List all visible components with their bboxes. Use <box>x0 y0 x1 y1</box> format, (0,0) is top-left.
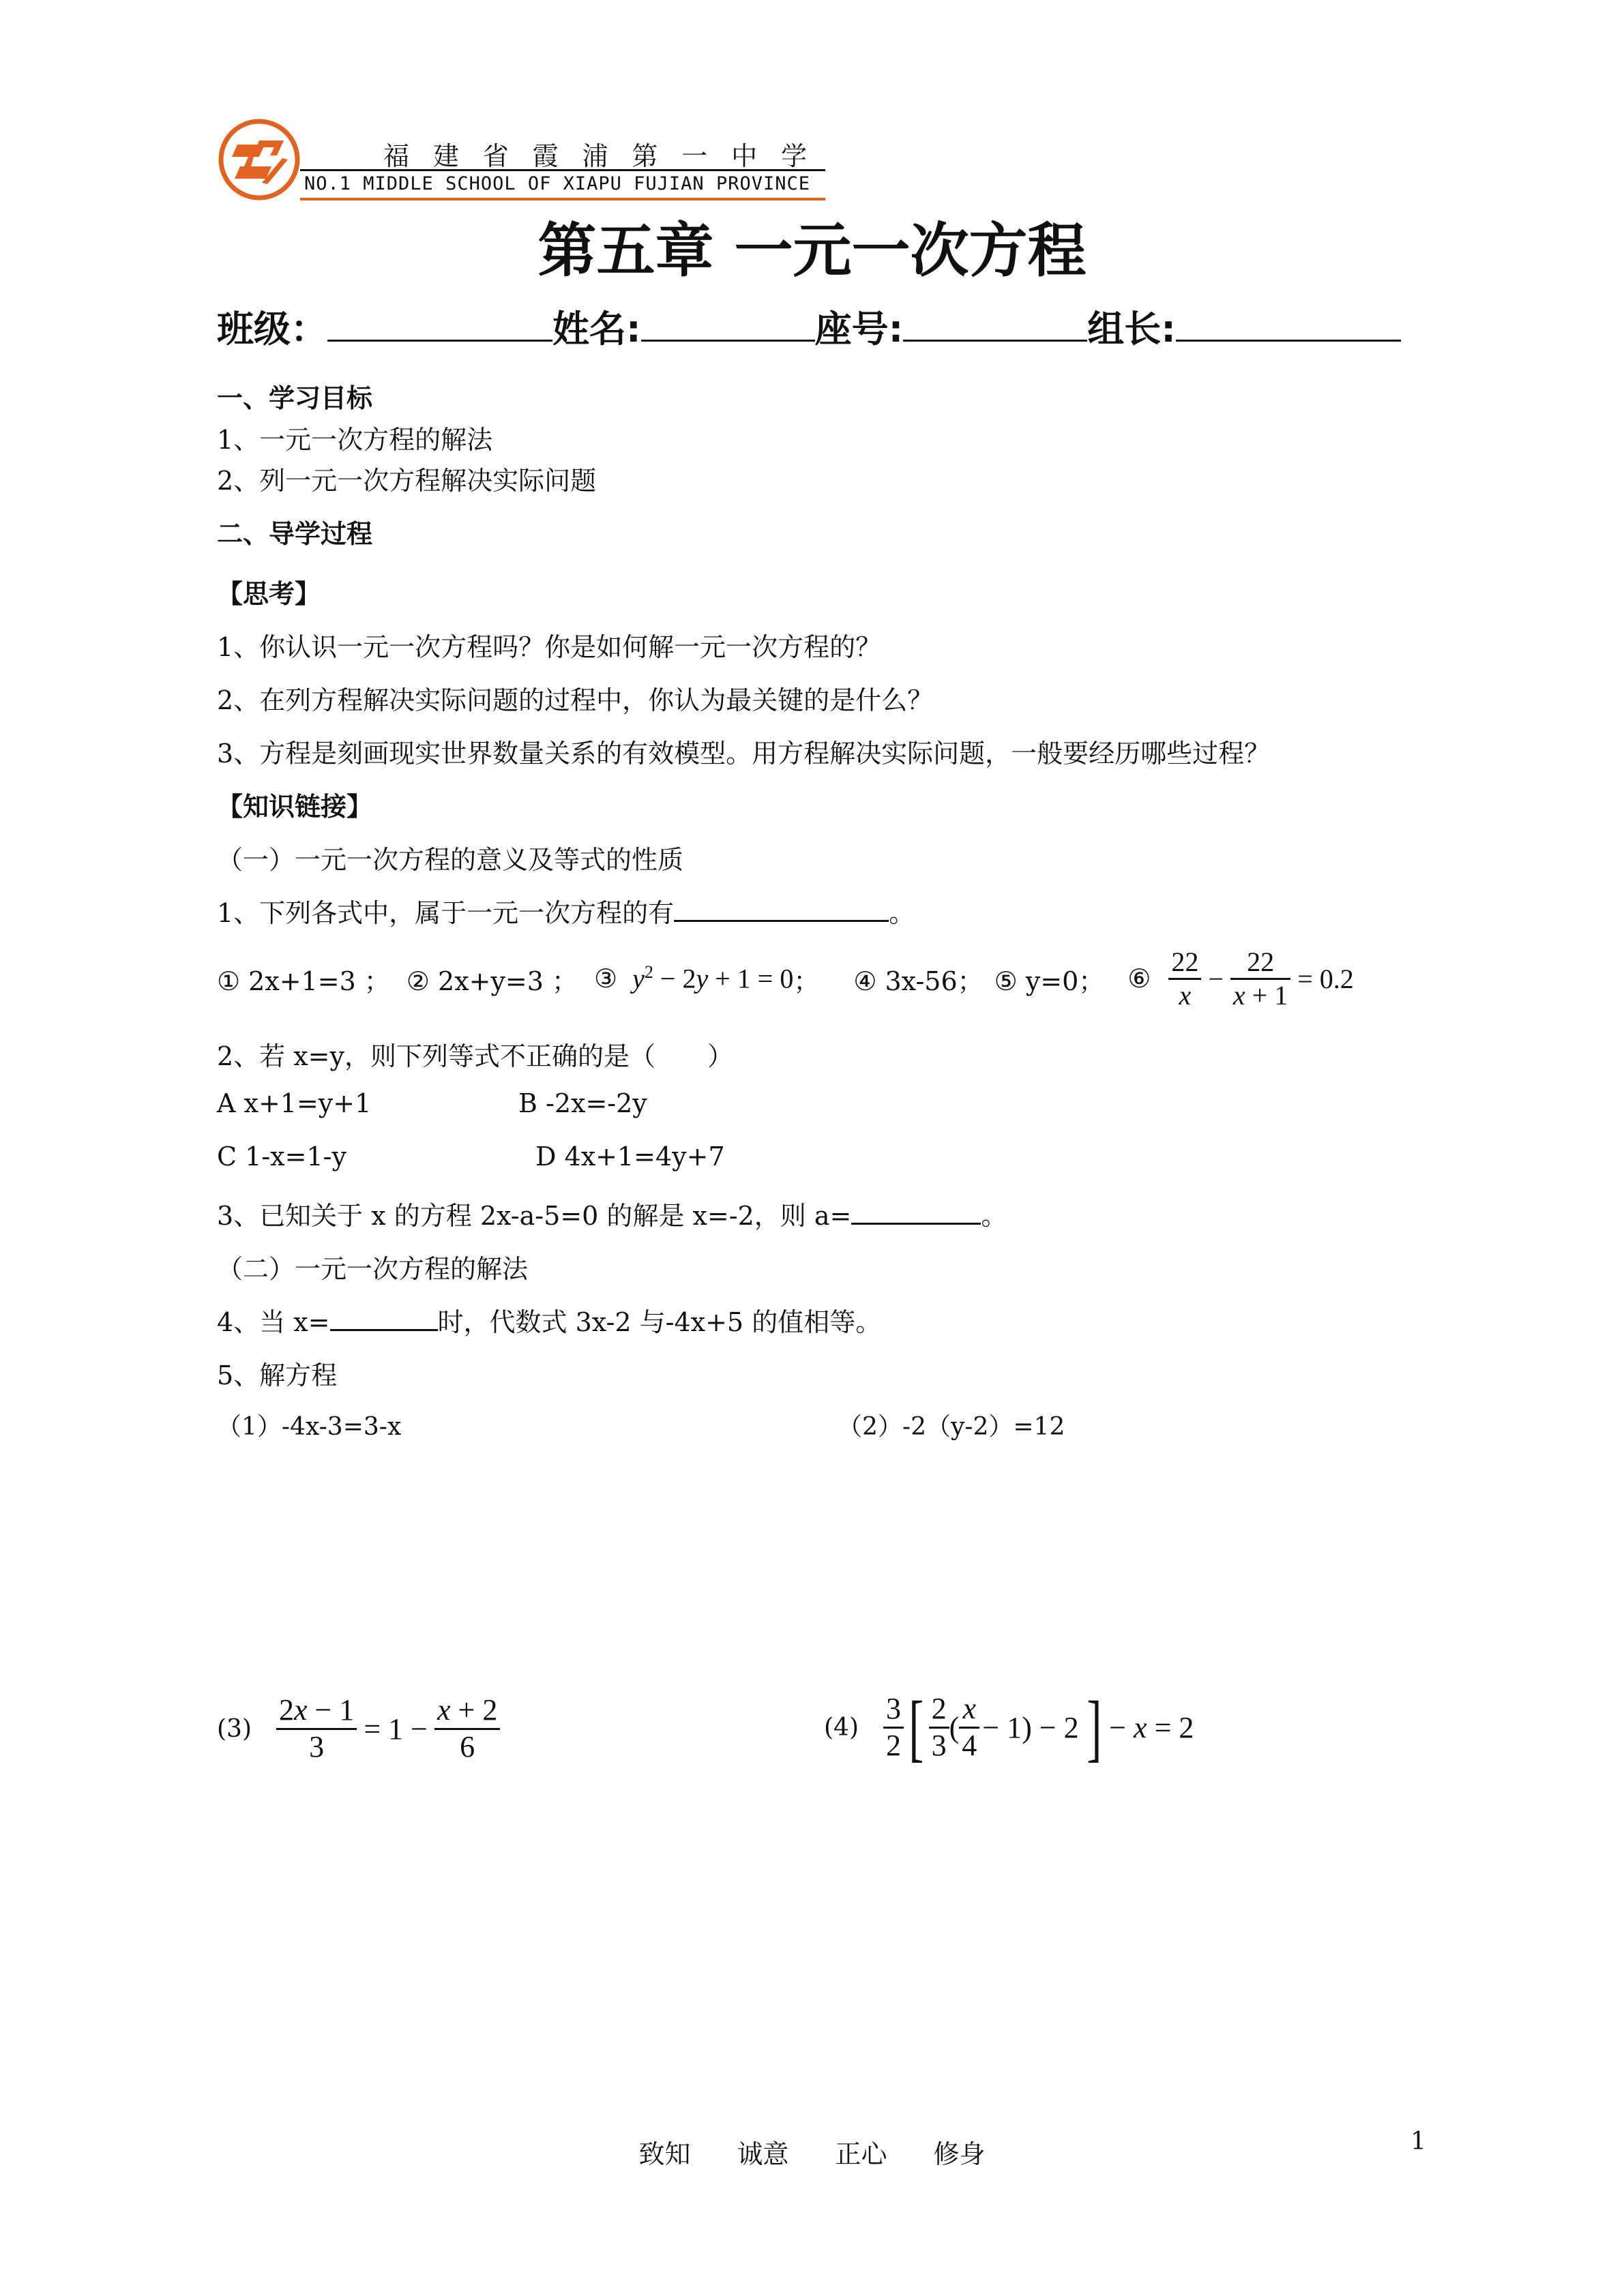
page-number: 1 <box>1411 2128 1426 2156</box>
header-rule-accent <box>300 198 825 200</box>
q3-answer-blank[interactable] <box>851 1199 981 1225</box>
equation-3-expression: $\frac{2x - 1}{3}$ = 1 − $\frac{x + 2}{6}$ <box>276 1693 500 1764</box>
question-4: 4、当 x= 时，代数式 3x-2 与-4x+5 的值相等。 <box>217 1301 881 1339</box>
seat-label: 座号: <box>814 308 904 351</box>
question-1: 1、下列各式中，属于一元一次方程的有 。 <box>217 892 915 929</box>
q2-option-a: A x+1=y+1 <box>217 1088 372 1118</box>
class-label: 班级： <box>217 308 327 351</box>
part2-heading: （二）一元一次方程的解法 <box>217 1254 529 1284</box>
part1-heading: （一）一元一次方程的意义及等式的性质 <box>217 845 684 875</box>
option-6: ⑥ <box>1127 964 1151 994</box>
footer-motto <box>0 2133 1624 2171</box>
header-rule <box>300 169 825 171</box>
seat-blank[interactable] <box>903 306 1087 342</box>
motto-word: 修身 <box>933 2139 986 2169</box>
equation-3-label: (3) <box>217 1714 252 1743</box>
think-item: 2、在列方程解决实际问题的过程中，你认为最关键的是什么？ <box>217 685 934 715</box>
section2-heading: 二、导学过程 <box>217 519 373 549</box>
think-item: 3、方程是刻画现实世界数量关系的有效模型。用方程解决实际问题，一般要经历哪些过程？ <box>217 739 1271 769</box>
option-3-expression: $y^2 - 2y + 1 = 0$ <box>632 962 794 994</box>
leader-blank[interactable] <box>1176 306 1401 342</box>
option-1: ① 2x+1=3 ； <box>217 966 390 996</box>
question-5: 5、解方程 <box>217 1360 338 1390</box>
motto-word: 致知 <box>638 2139 691 2169</box>
class-blank[interactable] <box>327 306 552 342</box>
right-bracket-icon: ] <box>1086 1686 1102 1769</box>
question-3: 3、已知关于 x 的方程 2x-a-5=0 的解是 x=-2，则 a= 。 <box>217 1195 1007 1232</box>
option-3: ③ <box>594 964 618 994</box>
q2-option-d: D 4x+1=4y+7 <box>535 1142 725 1172</box>
objective-item: 2、列一元一次方程解决实际问题 <box>217 466 597 496</box>
equation-4-expression: $\frac{3}{2}$ [ $\frac{2}{3}$ ( $\frac{x}{4}$ − 1) − 2 ] − x = 2 <box>883 1690 1194 1765</box>
name-label: 姓名: <box>552 308 641 351</box>
motto-word: 诚意 <box>737 2139 789 2169</box>
option-3-end: ； <box>793 966 820 996</box>
equation-3 <box>217 1684 500 1773</box>
motto-word: 正心 <box>835 2139 887 2169</box>
left-bracket-icon: [ <box>909 1686 924 1769</box>
question-2: 2、若 x=y，则下列等式不正确的是（ ） <box>217 1041 733 1071</box>
option-5: ⑤ y=0； <box>994 966 1105 996</box>
q1-answer-blank[interactable] <box>674 897 889 922</box>
equation-2: （2）-2（y-2）=12 <box>838 1413 1065 1441</box>
equation-4-label: (4) <box>824 1713 859 1742</box>
q2-option-b: B -2x=-2y <box>518 1088 647 1118</box>
option-2: ② 2x+y=3 ； <box>406 966 578 996</box>
think-heading: 【思考】 <box>217 579 321 609</box>
link-heading: 【知识链接】 <box>217 792 373 822</box>
question-1-options <box>217 941 1354 1016</box>
option-6-expression: $\frac{22}{x}$ − $\frac{22}{x + 1}$ = 0.2 <box>1168 946 1353 1011</box>
info-fields <box>217 300 1401 353</box>
objective-item: 1、一元一次方程的解法 <box>217 425 493 455</box>
section1-heading: 一、学习目标 <box>217 383 373 413</box>
page-title: 第五章 一元一次方程 <box>537 217 1087 285</box>
equation-4 <box>824 1676 1194 1778</box>
equation-1: （1）-4x-3=3-x <box>217 1413 402 1441</box>
q2-option-c: C 1-x=1-y <box>217 1142 346 1172</box>
name-blank[interactable] <box>641 306 815 342</box>
school-name-en: NO.1 MIDDLE SCHOOL OF XIAPU FUJIAN PROVINCE <box>304 173 810 194</box>
school-logo-icon <box>217 117 301 202</box>
school-logo <box>217 117 301 202</box>
option-4: ④ 3x-56； <box>853 966 984 996</box>
q4-answer-blank[interactable] <box>330 1306 438 1331</box>
school-name-cn: 福 建 省 霞 浦 第 一 中 学 <box>383 141 812 171</box>
leader-label: 组长: <box>1087 308 1176 351</box>
think-item: 1、你认识一元一次方程吗？你是如何解一元一次方程的？ <box>217 632 882 662</box>
